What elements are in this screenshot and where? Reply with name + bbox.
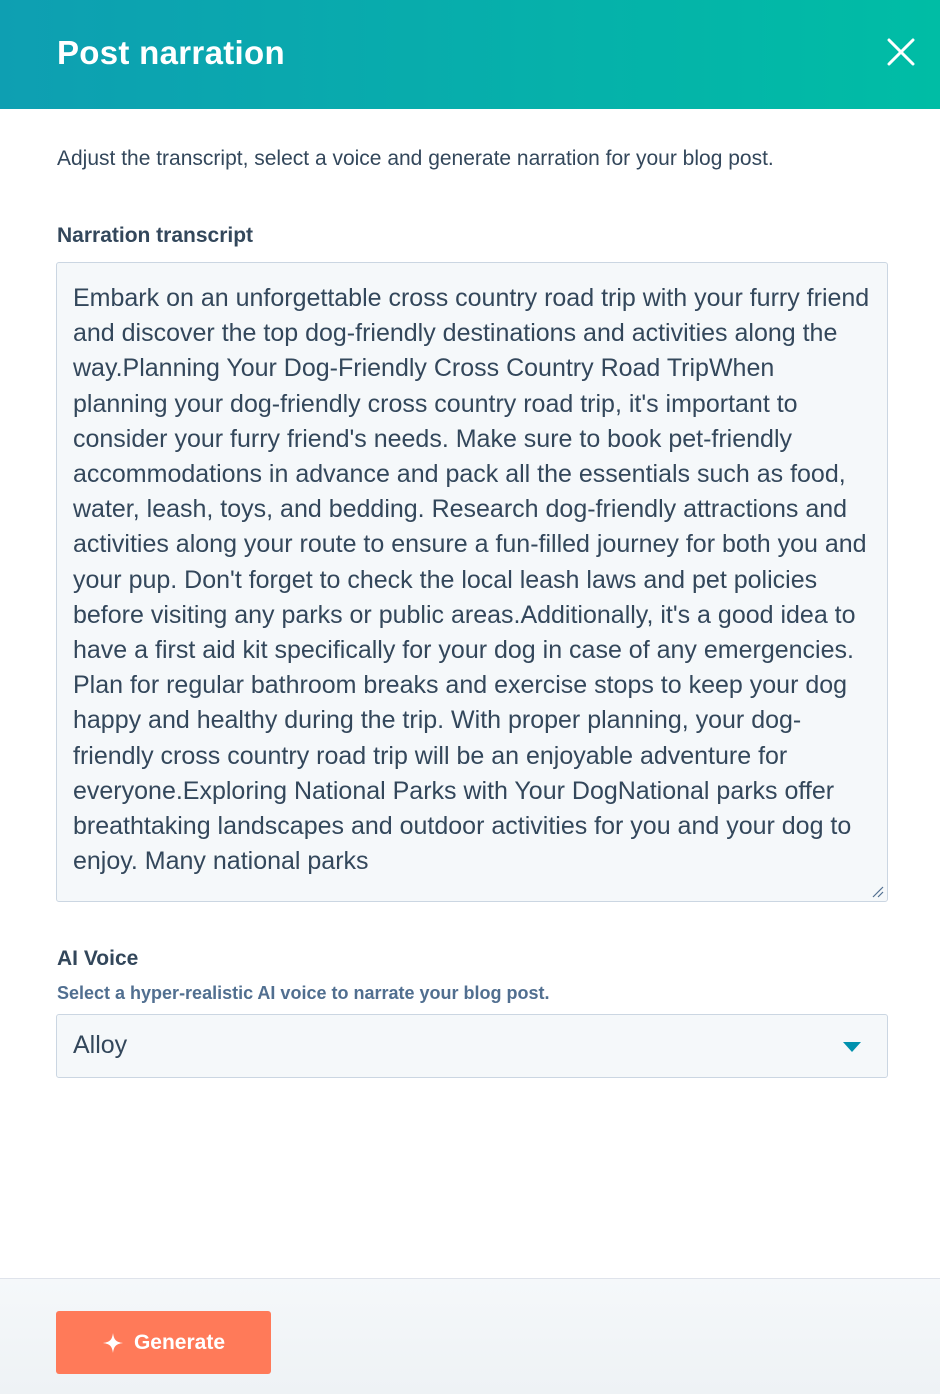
resize-handle-icon[interactable] [870,884,884,898]
panel-body [0,109,940,1278]
transcript-label: Narration transcript [57,224,254,247]
caret-down-icon [843,1042,861,1052]
sparkle-icon [102,1332,124,1354]
transcript-text: Embark on an unforgettable cross country road trip with your furry friend and discover the top dog-friendly destinations and activities along the way.Planning Your Dog-Friendly Cross Country Road TripWhen planning your dog-friendly cross country road trip, it's important to consider your furry friend's needs. Make sure to book pet-friendly accommodations in advance and pack all the essentials such as food, water, leash, toys, and bedding. Research dog-friendly attractions and activities along your route to ensure a fun-filled journey for both you and your pup. Don't forget to check the local leash laws and pet policies before visiting any parks or public areas.Additionally, it's a good idea to have a first aid kit specifically for your dog in case of any emergencies. Plan for regular bathroom breaks and exercise stops to keep your dog happy and healthy during the trip. With proper planning, your dog-friendly cross country road trip will be an enjoyable adventure for everyone.Exploring National Parks with Your DogNational parks offer breathtaking landscapes and outdoor activities for you and your dog to enjoy. Many national parks [73,284,877,876]
close-icon [887,38,915,66]
panel-title: Post narration [57,34,285,71]
transcript-textarea[interactable] [56,262,888,902]
voice-help-text: Select a hyper-realistic AI voice to narrate your blog post. [57,983,550,1003]
panel-description: Adjust the transcript, select a voice and generate narration for your blog post. [57,147,774,170]
close-button[interactable] [880,31,922,73]
voice-label: AI Voice [57,947,139,970]
voice-select[interactable] [56,1014,888,1078]
panel-header [0,0,940,109]
generate-button-label: Generate [133,1330,226,1354]
voice-selected-value: Alloy [73,1031,128,1059]
generate-button[interactable] [56,1311,271,1374]
panel-footer [0,1278,940,1394]
